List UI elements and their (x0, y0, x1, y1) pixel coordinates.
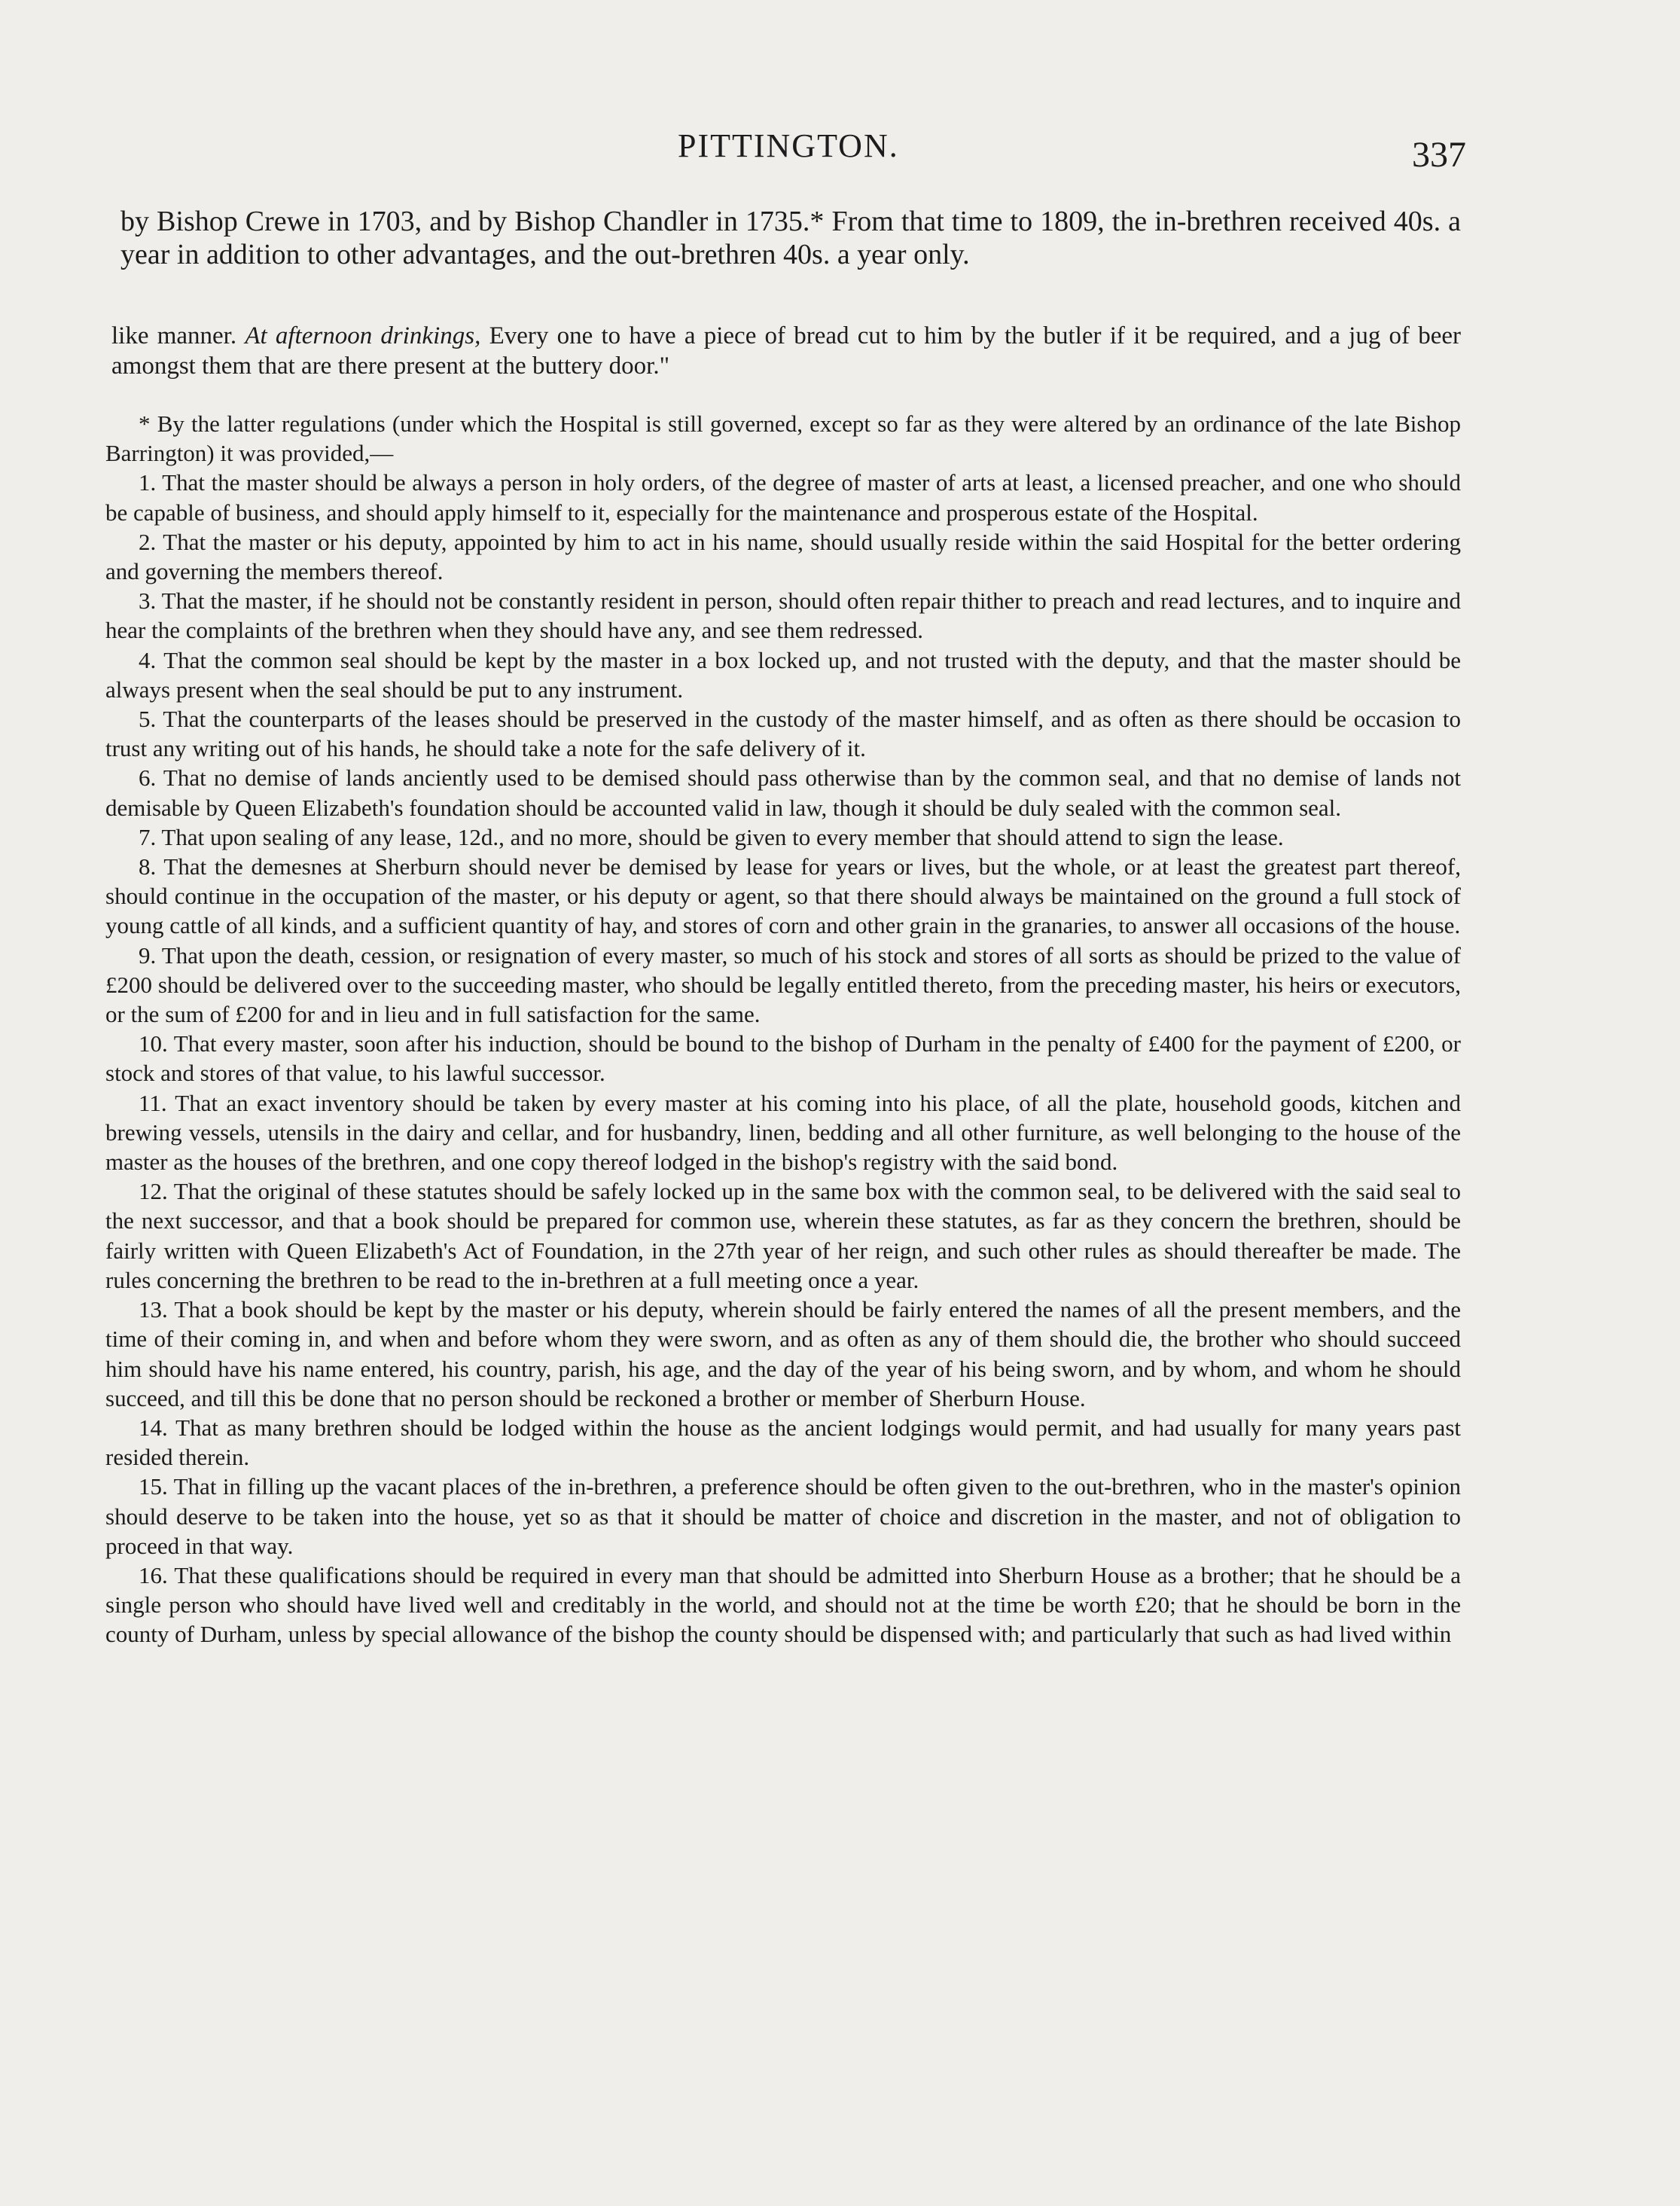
footnote-item-15: 15. That in filling up the vacant places of the in-brethren, a preference should be often given to the out-brethren, who in the master's opinion should deserve to be taken into the house, yet so as that it should be matter of choice and discretion in the master, and not of obligation to proceed in that way. (105, 1473, 1461, 1559)
quotation-rest: Every one to have a piece of bread cut to him by the butler if it be required, and a jug of beer amongst them that are there present at the buttery door." (111, 322, 1462, 380)
footnote-item-3: 3. That the master, if he should not be constantly resident in person, should often repair thither to preach and read lectures, and to inquire and hear the complaints of the brethren when they should have any, and see them redressed. (105, 587, 1461, 644)
footnote-item-5: 5. That the counterparts of the leases should be preserved in the custody of the master himself, and as often as there should be occasion to trust any writing out of his hands, he should take a note for the safe delivery of it. (105, 706, 1461, 762)
footnote-item-16: 16. That these qualifications should be required in every man that should be admitted into Sherburn House as a brother; that he should be a single person who should have lived well and creditably in the world, and should not at the time be worth £20; that he should be born in the county of Durham, unless by special allowance of the bishop the county should be dispensed with; and particularly that such as had lived within (105, 1561, 1461, 1648)
footnote-item-9: 9. That upon the death, cession, or resignation of every master, so much of his stock and stores of all sorts as should be prized to the value of £200 should be delivered over to the succeeding master, who should be legally entitled thereto, from the preceding master, his heirs or executors, or the sum of £200 for and in lieu and in full satisfaction for the same. (105, 941, 1461, 1028)
footnote-intro: * By the latter regulations (under which the Hospital is still governed, except so far as they were altered by an ordinance of the late Bishop Barrington) it was provided,— (105, 410, 1461, 467)
main-text (120, 205, 1461, 271)
running-head: PITTINGTON. (678, 127, 899, 164)
footnote-item-11: 11. That an exact inventory should be taken by every master at his coming into his place, of all the plate, household goods, kitchen and brewing vessels, utensils in the dairy and cellar, and for husbandry, linen, bedding and all other furniture, as well belonging to the house of the master as the houses of the brethren, and one copy thereof lodged in the bishop's registry with the said bond. (105, 1089, 1461, 1176)
page-number: 337 (1412, 135, 1466, 175)
main-paragraph: by Bishop Crewe in 1703, and by Bishop Chandler in 1735.* From that time to 1809, the in-brethren received 40s. a year in addition to other advantages, and the out-brethren 40s. a year only. (120, 206, 1461, 270)
footnote-item-2: 2. That the master or his deputy, appointed by him to act in his name, should usually reside within the said Hospital for the better ordering and governing the members thereof. (105, 528, 1461, 585)
footnote-item-4: 4. That the common seal should be kept by the master in a box locked up, and not trusted with the deputy, and that the master should be always present when the seal should be put to any instrument. (105, 646, 1461, 703)
footnote-item-6: 6. That no demise of lands anciently used to be demised should pass otherwise than by the common seal, and that no demise of lands not demisable by Queen Elizabeth's foundation should be accounted valid in law, though it should be duly sealed with the common seal. (105, 764, 1461, 821)
footnote-item-13: 13. That a book should be kept by the master or his deputy, wherein should be fairly entered the names of all the present members, and the time of their coming in, and when and before whom they were sworn, and as often as any of them should die, the brother who should succeed him should have his name entered, his country, parish, his age, and the day of the year of his being sworn, and by whom, and whom he should succeed, and till this be done that no person should be reckoned a brother or member of Sherburn House. (105, 1296, 1461, 1411)
footnote-item-10: 10. That every master, soon after his induction, should be bound to the bishop of Durham in the penalty of £400 for the payment of £200, or stock and stores of that value, to his lawful successor. (105, 1030, 1461, 1087)
footnote-item-1: 1. That the master should be always a person in holy orders, of the degree of master of arts at least, a licensed preacher, and one who should be capable of business, and should apply himself to it, especially for the maintenance and prosperous estate of the Hospital. (105, 469, 1461, 526)
footnote-item-14: 14. That as many brethren should be lodged within the house as the ancient lodgings would permit, and had usually for many years past resided therein. (105, 1414, 1461, 1471)
quotation-italic: At afternoon drinkings, (245, 322, 481, 349)
footnote-item-8: 8. That the demesnes at Sherburn should never be demised by lease for years or lives, but the whole, or at least the greatest part thereof, should continue in the occupation of the master, or his deputy or agent, so that there should always be maintained on the ground a full stock of young cattle of all kinds, and a sufficient quantity of hay, and stores of corn and other grain in the granaries, to answer all occasions of the house. (105, 853, 1461, 939)
footnote-item-7: 7. That upon sealing of any lease, 12d., and no more, should be given to every member that should attend to sign the lease. (139, 823, 1284, 850)
footnote-item-12: 12. That the original of these statutes should be safely locked up in the same box with the common seal, to be delivered with the said seal to the next successor, and that a book should be prepared for common use, wherein these statutes, as far as they concern the brethren, should be fairly written with Queen Elizabeth's Act of Foundation, in the 27th year of her reign, and such other rules as should thereafter be made. The rules concerning the brethren to be read to the in-brethren at a full meeting once a year. (105, 1178, 1461, 1293)
quotation-paragraph (111, 321, 1461, 381)
footnote (105, 409, 1461, 1649)
quotation-lead: like manner. (111, 322, 237, 349)
continued-quotation (111, 321, 1461, 381)
